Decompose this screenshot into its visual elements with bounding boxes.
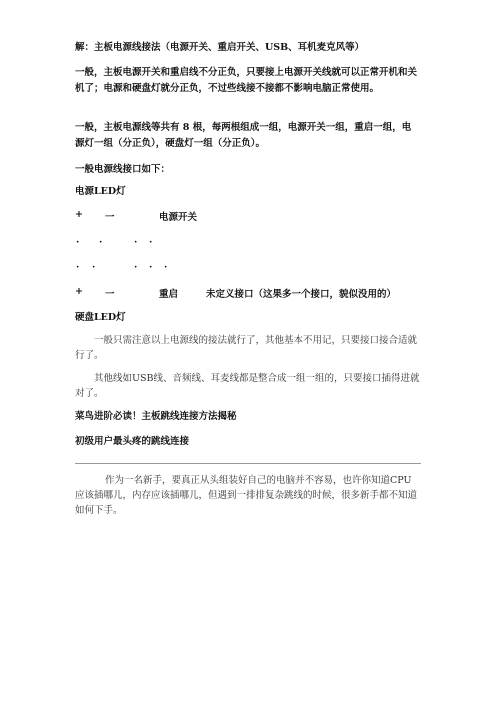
power-led-label: 电源LED灯 — [75, 186, 126, 197]
horizontal-divider — [75, 463, 421, 464]
pin-dot: · — [134, 237, 138, 248]
undefined-interface-note: 未定义接口（这果多一个接口，貌似没用的） — [206, 289, 397, 300]
paragraph-switch-polarity: 一般，主板电源开关和重启线不分正负，只要接上电源开关线就可以正常开机和关机了；电源和硬盘灯就分正负，不过些线接不接都不影响电脑正常使用。 — [75, 67, 418, 94]
pin-dot: · — [164, 262, 168, 273]
pin-dot: · — [92, 262, 96, 273]
power-switch-label: 电源开关 — [159, 212, 198, 223]
paragraph-wire-groups: 一般，主板电源线等共有 8 根，每两根组成一组，电源开关一组，重启一组，电源灯一组（分正负），硬盘灯一组（分正负）。 — [75, 122, 412, 149]
interface-title: 一般电源线接口如下： — [75, 164, 171, 175]
reset-label: 重启 — [159, 289, 179, 300]
minus-sign: 一 — [105, 212, 115, 223]
plus-sign: + — [75, 209, 83, 220]
pin-dot: · — [99, 237, 103, 248]
subsection-title: 初级用户最头疼的跳线连接 — [75, 436, 190, 447]
minus-sign: 一 — [105, 289, 115, 300]
heading: 解：主板电源线接法（电源开关、重启开关、USB、耳机麦克风等） — [75, 42, 365, 53]
paragraph-newbie-intro: 作为一名新手，要真正从头组装好自己的电脑并不容易，也许你知道CPU应该插哪儿，内存应该插哪儿，但遇到一排排复杂跳线的时候，很多新手都不知道如何下手。 — [75, 475, 418, 516]
pin-dot: · — [76, 262, 80, 273]
plus-sign: + — [75, 286, 83, 297]
hdd-led-label: 硬盘LED灯 — [75, 312, 126, 323]
pin-dot: · — [76, 237, 80, 248]
pin-dot: · — [134, 262, 138, 273]
section-title: 菜鸟进阶必读！主板跳线连接方法揭秘 — [75, 411, 237, 422]
paragraph-note-wiring: 一般只需注意以上电源线的接法就行了，其他基本不用记，只要接口接合适就行了。 — [75, 335, 418, 361]
pin-dot: · — [149, 262, 153, 273]
paragraph-usb-audio: 其他线如USB线、音频线、耳麦线都是整合成一组一组的，只要接口插得进就对了。 — [75, 373, 420, 399]
pin-dot: · — [149, 237, 153, 248]
